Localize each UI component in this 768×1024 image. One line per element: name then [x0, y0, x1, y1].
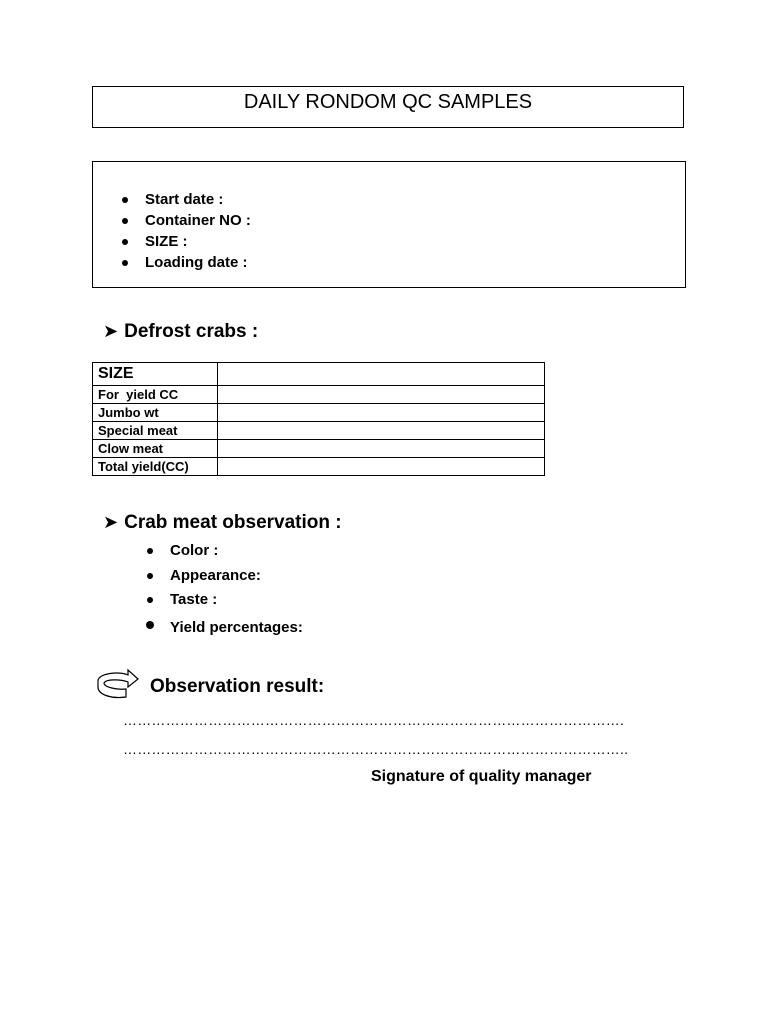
dotted-line-1: ……………………………………………………………………………………………. [123, 712, 625, 728]
dotted-line-2: …………………………………………………………………………………………….. [123, 741, 629, 757]
info-list [145, 189, 251, 273]
table-row [93, 440, 545, 458]
table-value-cell[interactable] [218, 440, 545, 458]
table-value-cell[interactable] [218, 386, 545, 404]
observation-item-color: Color : [170, 541, 303, 566]
table-label-cell: Total yield(CC) [93, 458, 218, 476]
arrow-bullet-icon: ➤ [103, 321, 119, 341]
info-item-start-date: Start date : [145, 189, 251, 210]
observation-item-yield: Yield percentages: [170, 615, 303, 643]
observation-heading-text: Crab meat observation : [124, 512, 342, 533]
page-title: DAILY RONDOM QC SAMPLES [243, 91, 533, 113]
observation-item-appearance: Appearance: [170, 566, 303, 591]
table-label-cell: For yield CC [93, 386, 218, 404]
table-value-cell[interactable] [218, 458, 545, 476]
table-value-cell[interactable] [218, 363, 545, 386]
observation-item-taste: Taste : [170, 590, 303, 615]
observation-heading [103, 512, 342, 534]
defrost-heading-text: Defrost crabs : [124, 321, 259, 342]
observation-list [170, 541, 303, 642]
info-item-loading-date: Loading date : [145, 252, 251, 273]
info-item-size: SIZE : [145, 231, 251, 252]
table-row [93, 422, 545, 440]
table-row [93, 458, 545, 476]
info-item-container-no: Container NO : [145, 212, 251, 229]
arrow-bullet-icon: ➤ [103, 512, 119, 532]
defrost-table [92, 362, 545, 476]
info-box [92, 161, 686, 288]
table-value-cell[interactable] [218, 422, 545, 440]
signature-label: Signature of quality manager [371, 768, 592, 785]
title-box [92, 86, 684, 128]
table-row [93, 404, 545, 422]
table-label-cell: Jumbo wt [93, 404, 218, 422]
table-label-cell: Clow meat [93, 440, 218, 458]
table-row [93, 386, 545, 404]
table-label-cell: Special meat [93, 422, 218, 440]
curved-arrow-icon [94, 667, 140, 703]
defrost-heading [103, 321, 258, 343]
observation-result-heading: Observation result: [150, 676, 325, 697]
table-row [93, 363, 545, 386]
table-value-cell[interactable] [218, 404, 545, 422]
table-label-cell: SIZE [93, 363, 218, 386]
